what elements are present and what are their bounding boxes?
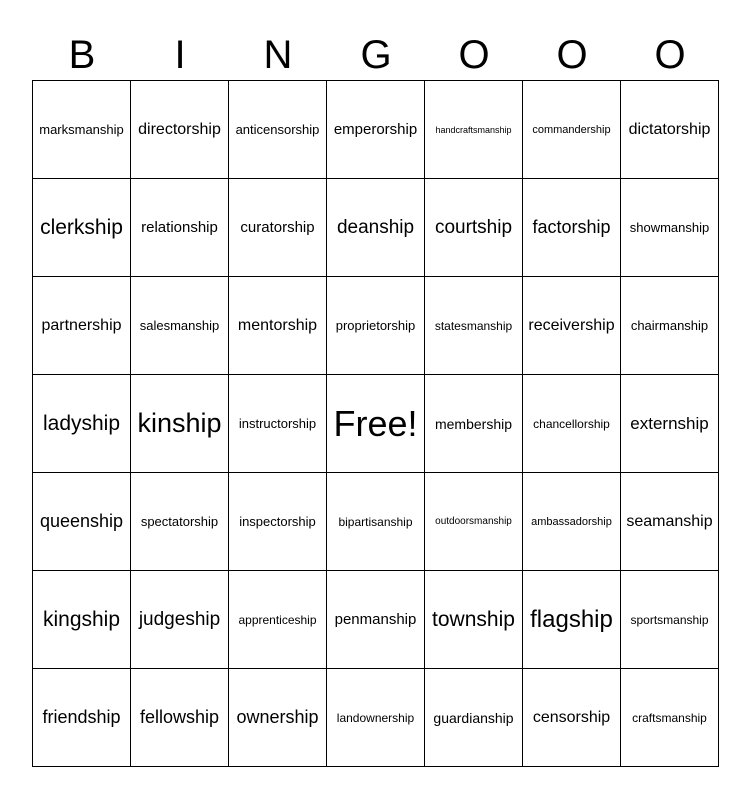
bingo-cell[interactable]: salesmanship: [131, 277, 229, 375]
bingo-cell[interactable]: queenship: [33, 473, 131, 571]
bingo-cell[interactable]: statesmanship: [425, 277, 523, 375]
bingo-cell[interactable]: censorship: [523, 669, 621, 767]
bingo-cell[interactable]: dictatorship: [621, 81, 719, 179]
bingo-row: [33, 179, 719, 277]
bingo-cell[interactable]: deanship: [327, 179, 425, 277]
bingo-cell[interactable]: township: [425, 571, 523, 669]
bingo-cell[interactable]: outdoorsmanship: [425, 473, 523, 571]
bingo-cell[interactable]: bipartisanship: [327, 473, 425, 571]
bingo-cell[interactable]: mentorship: [229, 277, 327, 375]
bingo-grid: [32, 80, 719, 767]
bingo-cell[interactable]: ladyship: [33, 375, 131, 473]
free-space-cell[interactable]: Free!: [327, 375, 425, 473]
bingo-cell[interactable]: apprenticeship: [229, 571, 327, 669]
bingo-cell[interactable]: chairmanship: [621, 277, 719, 375]
bingo-cell[interactable]: kingship: [33, 571, 131, 669]
bingo-cell[interactable]: emperorship: [327, 81, 425, 179]
bingo-row: [33, 277, 719, 375]
bingo-cell[interactable]: seamanship: [621, 473, 719, 571]
header-letter-o: O: [556, 33, 588, 77]
bingo-cell[interactable]: relationship: [131, 179, 229, 277]
bingo-header: [33, 30, 719, 80]
bingo-row: [33, 571, 719, 669]
bingo-cell[interactable]: receivership: [523, 277, 621, 375]
bingo-cell[interactable]: showmanship: [621, 179, 719, 277]
bingo-cell[interactable]: courtship: [425, 179, 523, 277]
header-letter-n: N: [263, 33, 293, 77]
bingo-cell[interactable]: ambassadorship: [523, 473, 621, 571]
header-letter-g: G: [360, 33, 392, 77]
bingo-cell[interactable]: ownership: [229, 669, 327, 767]
bingo-cell[interactable]: externship: [621, 375, 719, 473]
bingo-cell[interactable]: friendship: [33, 669, 131, 767]
header-letter-b: B: [68, 33, 96, 77]
header-letter-i: I: [174, 33, 186, 77]
bingo-cell[interactable]: factorship: [523, 179, 621, 277]
bingo-cell[interactable]: spectatorship: [131, 473, 229, 571]
bingo-cell[interactable]: marksmanship: [33, 81, 131, 179]
bingo-cell[interactable]: sportsmanship: [621, 571, 719, 669]
bingo-cell[interactable]: kinship: [131, 375, 229, 473]
bingo-cell[interactable]: inspectorship: [229, 473, 327, 571]
bingo-cell[interactable]: curatorship: [229, 179, 327, 277]
bingo-row: [33, 473, 719, 571]
header-letter-o: O: [458, 33, 490, 77]
bingo-cell[interactable]: chancellorship: [523, 375, 621, 473]
bingo-row: [33, 669, 719, 767]
bingo-cell[interactable]: anticensorship: [229, 81, 327, 179]
bingo-cell[interactable]: fellowship: [131, 669, 229, 767]
bingo-cell[interactable]: craftsmanship: [621, 669, 719, 767]
bingo-row: [33, 81, 719, 179]
bingo-cell[interactable]: membership: [425, 375, 523, 473]
bingo-cell[interactable]: directorship: [131, 81, 229, 179]
bingo-cell[interactable]: handcraftsmanship: [425, 81, 523, 179]
bingo-cell[interactable]: clerkship: [33, 179, 131, 277]
bingo-row: [33, 375, 719, 473]
bingo-cell[interactable]: commandership: [523, 81, 621, 179]
bingo-cell[interactable]: flagship: [523, 571, 621, 669]
bingo-cell[interactable]: penmanship: [327, 571, 425, 669]
bingo-cell[interactable]: landownership: [327, 669, 425, 767]
bingo-cell[interactable]: proprietorship: [327, 277, 425, 375]
bingo-cell[interactable]: instructorship: [229, 375, 327, 473]
bingo-cell[interactable]: judgeship: [131, 571, 229, 669]
bingo-cell[interactable]: guardianship: [425, 669, 523, 767]
header-letter-o: O: [654, 33, 686, 77]
bingo-cell[interactable]: partnership: [33, 277, 131, 375]
